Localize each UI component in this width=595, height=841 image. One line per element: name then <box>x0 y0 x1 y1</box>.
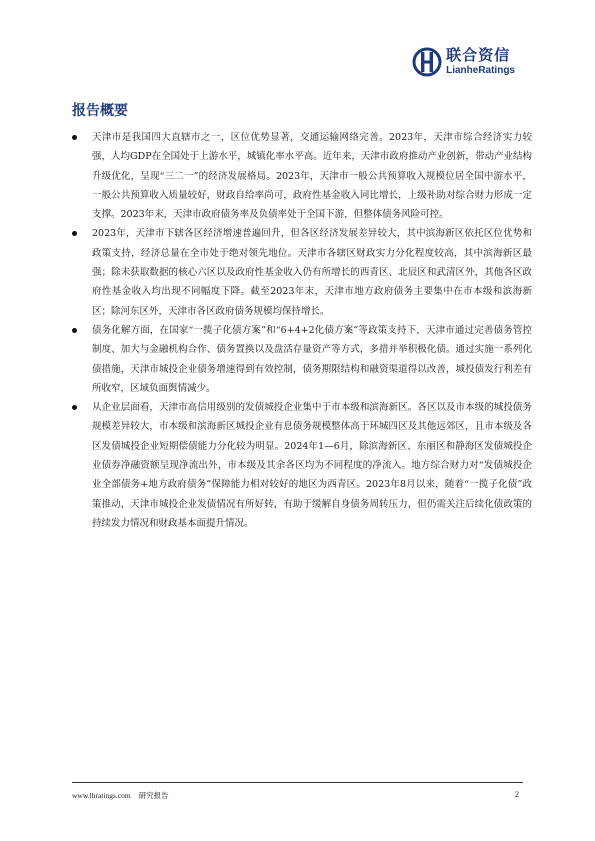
footer-label: 研究报告 <box>138 791 169 800</box>
summary-list <box>72 128 532 533</box>
bullet-icon <box>72 135 77 140</box>
footer-divider <box>72 782 523 783</box>
bullet-icon <box>72 231 77 236</box>
summary-item <box>72 224 532 320</box>
summary-text: 2023年，天津市下辖各区经济增速普遍回升，但各区经济发展差异较大，其中滨海新区依托区位优势和政策支持，经济总量在全市处于绝对领先地位。天津市各辖区财政实力分化程度较高，其中滨海新区最强；除未获取数据的核心六区以及政府性基金收入仍有所增长的西青区、北辰区和武清区外，其他各区政府性基金收入均出现不同幅度下降。截至2023年末，天津市地方政府债务主要集中在市本级和滨海新区；除河东区外，天津市各区政府债务规模均保持增长。 <box>92 228 532 317</box>
logo-chinese-name: 联合资信 <box>446 46 511 64</box>
page-number: 2 <box>515 790 519 799</box>
section-title: 报告概要 <box>72 103 128 119</box>
footer-url[interactable]: www.lhratings.com <box>72 791 131 800</box>
summary-item <box>72 128 532 224</box>
summary-item <box>72 398 532 533</box>
summary-text: 债务化解方面，在国家“一揽子化债方案”和“6+4+2化债方案”等政策支持下，天津市通过完善债务管控制度、加大与金融机构合作、债务置换以及盘活存量资产等方式，多措并举积极化债。通过实施一系列化债措施，天津市城投企业债务增速得到有效控制，债务期限结构和融资渠道得以改善，城投债发行利差有所收窄，区域负面舆情减少。 <box>92 324 532 394</box>
company-logo <box>412 44 515 80</box>
summary-text: 从企业层面看，天津市高信用级别的发债城投企业集中于市本级和滨海新区。各区以及市本级的城投债务规模差异较大，市本级和滨海新区城投企业有息债务规模整体高于环城四区及其他远郊区，且市本级及各区发债城投企业短期偿债能力分化较为明显。2024年1—6月，除滨海新区、东丽区和静海区发债城投企业债券净融资额呈现净流出外，市本级及其余各区均为不同程度的净流入。地方综合财力对“发债城投企业全部债务+地方政府债务”保障能力相对较好的地区为西青区。2023年8月以来，随着“一揽子化债”政策推动，天津市城投企业发债情况有所好转，有助于缓解自身债务周转压力，但仍需关注后续化债政策的持续发力情况和财政基本面提升情况。 <box>92 402 532 529</box>
logo-english-name: LianheRatings <box>446 65 515 76</box>
summary-item <box>72 321 532 398</box>
bullet-icon <box>72 328 77 333</box>
summary-text: 天津市是我国四大直辖市之一，区位优势显著，交通运输网络完善。2023年，天津市综合经济实力较强，人均GDP在全国处于上游水平，城镇化率水平高。近年来，天津市政府推动产业创新，带动产业结构升级优化，呈现“三二一”的经济发展格局。2023年，天津市一般公共预算收入规模位居全国中游水平，一般公共预算收入质量较好，财政自给率尚可，政府性基金收入同比增长，上级补助对综合财力形成一定支撑。2023年末，天津市政府债务率及负债率处于全国下游，但整体债务风险可控。 <box>92 132 532 221</box>
lianhe-logo-icon <box>412 46 442 78</box>
footer-info <box>72 790 169 801</box>
bullet-icon <box>72 405 77 410</box>
